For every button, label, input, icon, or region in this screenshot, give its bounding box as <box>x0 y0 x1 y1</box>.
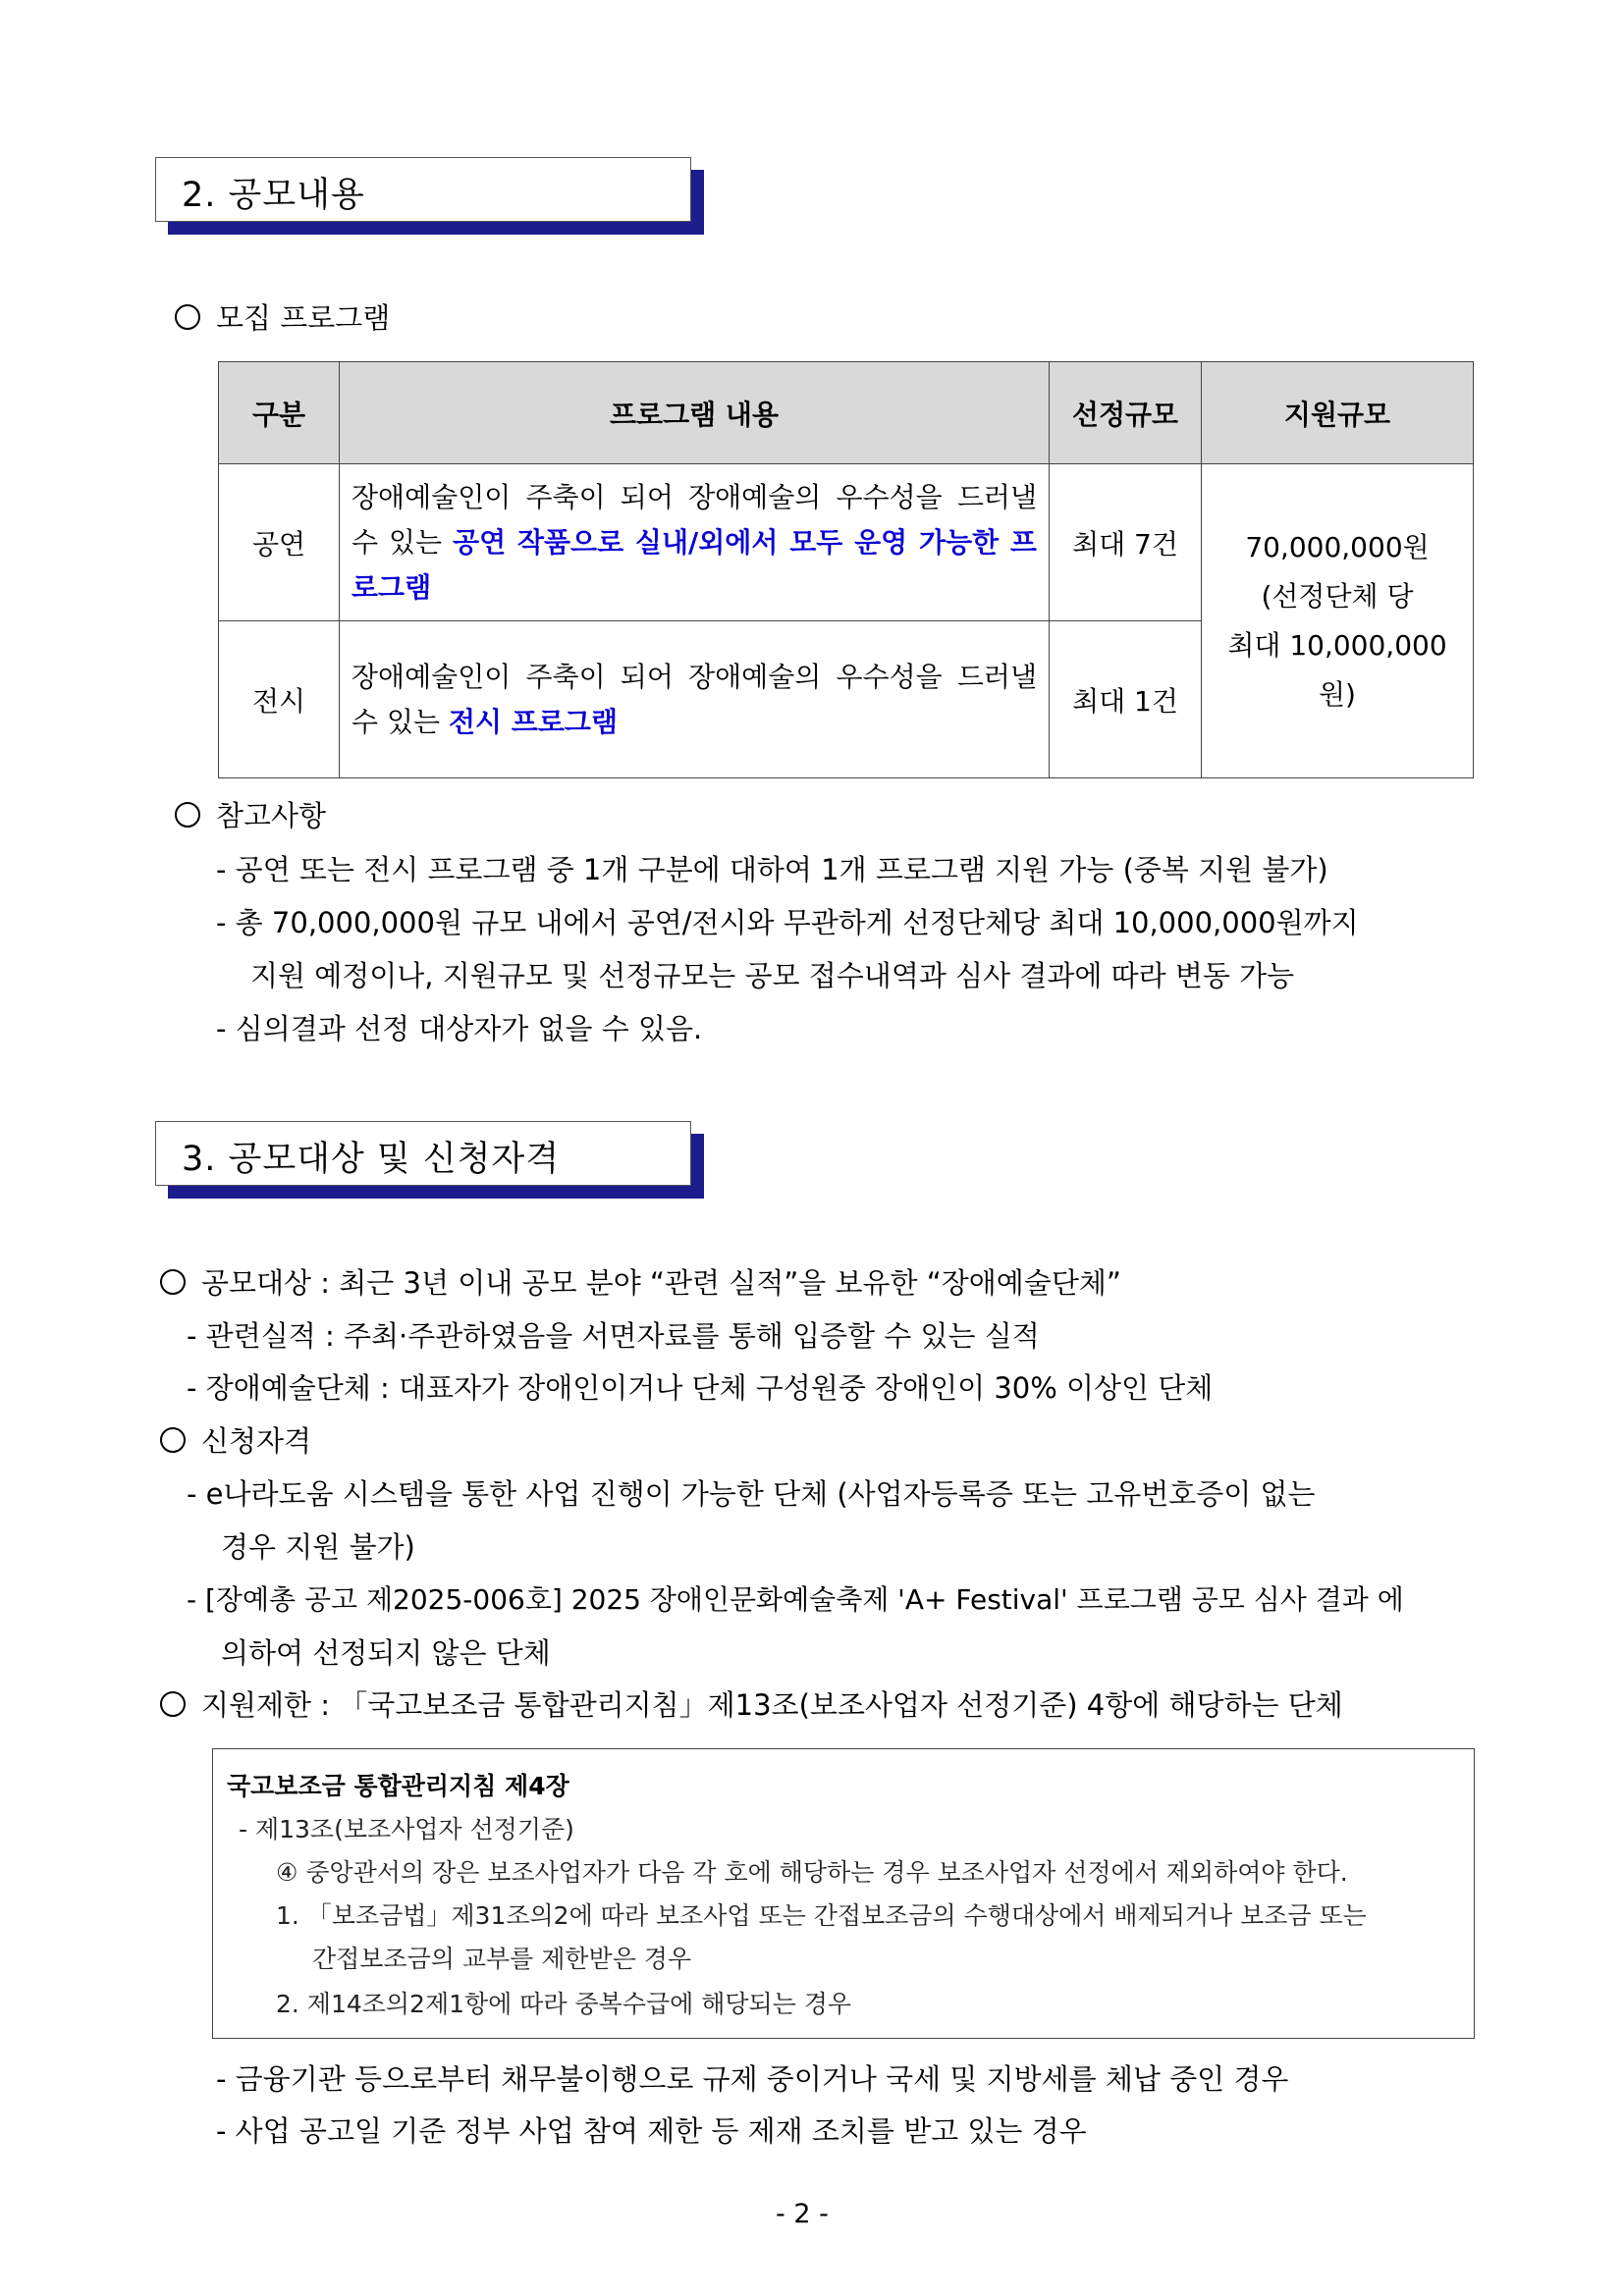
desc-text: 장애예술인이 주축이 되어 장애예술의 우수성을 드러낼 수 있는 <box>352 660 1037 738</box>
guideline-reference-box <box>212 1748 1475 2039</box>
eligibility-line <box>160 1424 311 1459</box>
program-label: 모집 프로그램 <box>216 301 391 335</box>
ref-line: 간접보조금의 교부를 제한받은 경우 <box>312 1945 692 1973</box>
ref-line: 2. 제14조의2제1항에 따라 중복수급에 해당되는 경우 <box>276 1990 852 2018</box>
target-sub-line: - 관련실적 : 주최·주관하였음을 서면자료를 통해 입증할 수 있는 실적 <box>187 1319 1040 1353</box>
ref-title: 국고보조금 통합관리지침 제4장 <box>227 1772 569 1800</box>
support-max: 최대 10,000,000원) <box>1227 628 1447 711</box>
after-line: - 사업 공고일 기준 정부 사업 참여 제한 등 제재 조치를 받고 있는 경우 <box>216 2114 1087 2148</box>
note-line: - 공연 또는 전시 프로그램 중 1개 구분에 대하여 1개 프로그램 지원 가능 (중복 지원 불가) <box>216 853 1328 886</box>
target-sub-line: - 장애예술단체 : 대표자가 장애인이거나 단체 구성원중 장애인이 30% 이상인 단체 <box>187 1371 1214 1405</box>
circle-bullet-icon <box>160 1691 186 1717</box>
circle-bullet-icon <box>175 304 200 330</box>
ref-line: ④ 중앙관서의 장은 보조사업자가 다음 각 호에 해당하는 경우 보조사업자 선정에서 제외하여야 한다. <box>276 1858 1348 1887</box>
row-scale: 최대 1건 <box>1050 621 1202 778</box>
row-description <box>340 464 1050 621</box>
eligibility-sub-line: 경우 지원 불가) <box>221 1530 415 1564</box>
section3-heading-box <box>155 1121 691 1186</box>
desc-text: 장애예술인이 주축이 되어 장애예술의 우수성을 드러낼 수 있는 <box>352 480 1037 559</box>
after-line: - 금융기관 등으로부터 채무불이행으로 규제 중이거나 국세 및 지방세를 체납 중인 경우 <box>216 2062 1289 2096</box>
support-note: (선정단체 당 <box>1261 579 1414 613</box>
row-category: 전시 <box>219 621 340 778</box>
desc-highlight: 공연 작품으로 실내/외에서 모두 운영 가능한 프로그램 <box>352 525 1037 604</box>
notes-label: 참고사항 <box>216 799 327 832</box>
target-line <box>160 1266 1121 1301</box>
restriction-line <box>160 1688 1343 1723</box>
section2-heading-box <box>155 157 691 222</box>
eligibility-text: 신청자격 <box>201 1424 312 1458</box>
target-text: 공모대상 : 최근 3년 이내 공모 분야 “관련 실적”을 보유한 “장애예술단체” <box>201 1266 1121 1300</box>
table-header: 프로그램 내용 <box>340 362 1050 464</box>
eligibility-sub-line: 의하여 선정되지 않은 단체 <box>221 1636 551 1670</box>
row-description <box>340 621 1050 778</box>
notes-label-line <box>175 799 326 833</box>
support-amount: 70,000,000원 <box>1245 530 1430 563</box>
note-line: - 심의결과 선정 대상자가 없을 수 있음. <box>216 1012 703 1045</box>
eligibility-sub-line: - [장예총 공고 제2025-006호] 2025 장애인문화예술축제 'A+ Festival' 프로그램 공모 심사 결과 에 <box>187 1583 1404 1616</box>
ref-line: - 제13조(보조사업자 선정기준) <box>239 1815 574 1843</box>
ref-line: 1. 「보조금법」제31조의2에 따라 보조사업 또는 간접보조금의 수행대상에서 배제되거나 보조금 또는 <box>276 1901 1367 1930</box>
row-category: 공연 <box>219 464 340 621</box>
table-header: 선정규모 <box>1050 362 1202 464</box>
eligibility-sub-line: - e나라도움 시스템을 통한 사업 진행이 가능한 단체 (사업자등록증 또는 고유번호증이 없는 <box>187 1477 1316 1511</box>
circle-bullet-icon <box>160 1269 186 1295</box>
note-line: - 총 70,000,000원 규모 내에서 공연/전시와 무관하게 선정단체당 최대 10,000,000원까지 <box>216 906 1359 939</box>
circle-bullet-icon <box>175 802 200 828</box>
circle-bullet-icon <box>160 1427 186 1453</box>
section2-heading: 2. 공모내용 <box>182 176 365 215</box>
support-scale-cell <box>1202 464 1474 778</box>
section3-heading: 3. 공모대상 및 신청자격 <box>182 1140 561 1179</box>
table-header: 지원규모 <box>1202 362 1474 464</box>
note-line: 지원 예정이나, 지원규모 및 선정규모는 공모 접수내역과 심사 결과에 따라 변동 가능 <box>250 959 1295 992</box>
table-header-row <box>219 362 1474 464</box>
program-table <box>218 361 1474 778</box>
table-row <box>219 464 1474 621</box>
row-scale: 최대 7건 <box>1050 464 1202 621</box>
page-number: - 2 - <box>776 2199 829 2229</box>
restriction-text: 지원제한 : 「국고보조금 통합관리지침」제13조(보조사업자 선정기준) 4항에 해당하는 단체 <box>201 1688 1343 1722</box>
desc-highlight: 전시 프로그램 <box>448 705 618 738</box>
program-label-line <box>175 301 390 336</box>
table-header: 구분 <box>219 362 340 464</box>
